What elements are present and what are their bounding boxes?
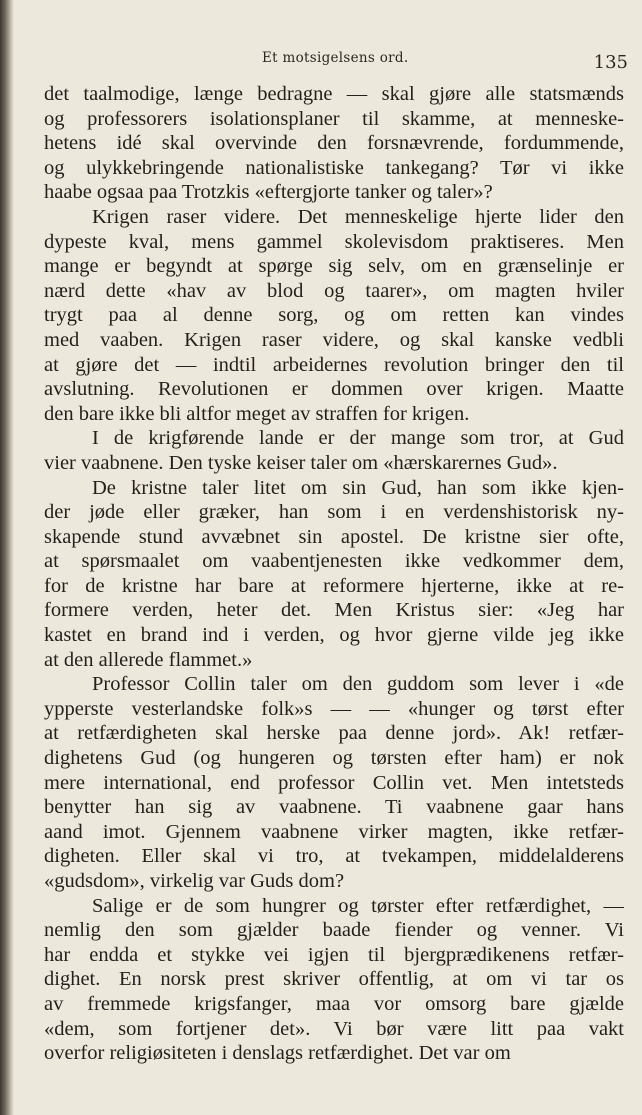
- text-line: Professor Collin taler om den guddom som lever i «de: [92, 673, 624, 696]
- binding-shadow: [0, 0, 14, 1115]
- text-line: hetens idé skal overvinde den forsnævrende, fordummende,: [44, 132, 624, 155]
- paragraph: [44, 894, 624, 1066]
- text-line: og ulykkebringende nationalistiske tankegang? Tør vi ikke: [44, 156, 624, 179]
- text-line: «dem, som fortjener det». Vi bør være litt paa vakt: [44, 1017, 624, 1040]
- text-line: mere international, end professor Collin vet. Men intetsteds: [44, 771, 624, 794]
- text-line: nærd dette «hav av blod og taarer», om magten hviler: [44, 279, 624, 302]
- text-line: overfor religiøsiteten i denslags retfærdighet. Det var om: [44, 1042, 511, 1065]
- text-line: digheten. Eller skal vi tro, at tvekampen, middelalderens: [44, 845, 624, 868]
- text-line: Salige er de som hungrer og tørster efter retfærdighet, —: [92, 894, 624, 917]
- text-line: dighetens Gud (og hungeren og tørsten efter ham) er nok: [44, 747, 624, 770]
- paragraph: [44, 426, 624, 475]
- text-line: dighet. En norsk prest skriver offentlig, at om vi tar os: [44, 968, 624, 991]
- text-line: mange er begyndt at spørge sig selv, om en grænselinje er: [44, 255, 624, 278]
- text-line: aand imot. Gjennem vaabnene virker magten, ikke retfær-: [44, 820, 624, 843]
- text-line: De kristne taler litet om sin Gud, han som ikke kjen-: [92, 476, 624, 499]
- text-line: av fremmede krigsfanger, maa vor omsorg bare gjælde: [44, 992, 624, 1015]
- text-line: Krigen raser videre. Det menneskelige hjerte lider den: [92, 205, 624, 228]
- text-line: haabe ogsaa paa Trotzkis «eftergjorte tanker og taler»?: [44, 181, 493, 204]
- text-line: at den allerede flammet.»: [44, 648, 253, 671]
- page-header: [0, 46, 642, 76]
- page-number: 135: [593, 52, 628, 73]
- text-line: dypeste kval, mens gammel skolevisdom praktiseres. Men: [44, 230, 624, 253]
- text-line: den bare ikke bli altfor meget av straffen for krigen.: [44, 402, 470, 425]
- paragraph: [44, 476, 624, 673]
- text-line: trygt paa al denne sorg, og om retten kan vindes: [44, 304, 624, 327]
- text-line: kastet en brand ind i verden, og hvor gjerne vilde jeg ikke: [44, 624, 624, 647]
- text-line: har endda et stykke vei igjen til bjergprædikenens retfær-: [44, 943, 624, 966]
- text-line: benytter han sig av vaabnene. Ti vaabnene gaar hans: [44, 796, 624, 819]
- paragraph: [44, 672, 624, 893]
- text-line: nemlig den som gjælder baade fiender og venner. Vi: [44, 919, 624, 942]
- text-line: der jøde eller græker, han som i en verdenshistorisk ny-: [44, 501, 624, 524]
- paragraph: [44, 205, 624, 426]
- text-line: at retfærdigheten skal herske paa denne jord». Ak! retfær-: [44, 722, 624, 745]
- text-line: at gjøre det — indtil arbeidernes revolution bringer den til: [44, 353, 624, 376]
- text-line: formere verden, heter det. Men Kristus sier: «Jeg har: [44, 599, 624, 622]
- text-line: skapende stund avvæbnet sin apostel. De kristne sier ofte,: [44, 525, 624, 548]
- text-line: vier vaabnene. Den tyske keiser taler om «hærskarernes Gud».: [44, 451, 558, 474]
- text-line: og professorers isolationsplaner til skamme, at menneske-: [44, 107, 624, 130]
- running-title: Et motsigelsens ord.: [262, 50, 409, 66]
- text-line: avslutning. Revolutionen er dommen over krigen. Maatte: [44, 378, 624, 401]
- paragraph: [44, 82, 624, 205]
- text-line: ypperste vesterlandske folk»s — — «hunger og tørst efter: [44, 697, 624, 720]
- body-text: [44, 82, 624, 1066]
- text-line: I de krigførende lande er der mange som tror, at Gud: [92, 427, 624, 450]
- text-line: med vaaben. Krigen raser videre, og skal kanske vedbli: [44, 328, 624, 351]
- text-line: at spørsmaalet om vaabentjenesten ikke vedkommer dem,: [44, 550, 624, 573]
- text-line: for de kristne har bare at reformere hjerterne, ikke at re-: [44, 574, 624, 597]
- text-line: det taalmodige, længe bedragne — skal gjøre alle statsmænds: [44, 83, 624, 105]
- text-line: «gudsdom», virkelig var Guds dom?: [44, 870, 345, 892]
